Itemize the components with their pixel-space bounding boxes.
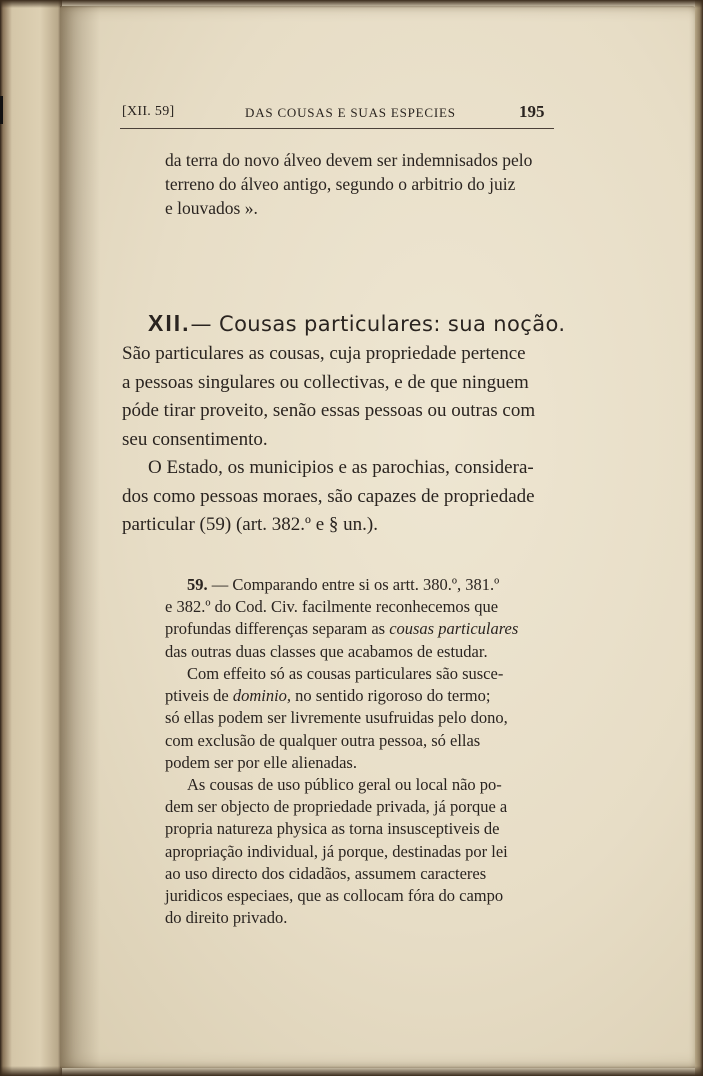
note-number: 59.: [187, 575, 208, 594]
text-line: e 382.º do Cod. Civ. facilmente reconhecemos que: [165, 597, 499, 617]
text-line: juridicos especiaes, que as collocam fóra do campo: [165, 886, 504, 906]
text-line: O Estado, os municipios e as parochias, considera-: [148, 457, 534, 478]
text-line: a pessoas singulares ou collectivas, e de que ninguem: [122, 371, 529, 393]
line-text: profundas differenças separam as: [165, 619, 390, 639]
section-number: XII.: [148, 310, 191, 336]
text-line: apropriação individual, já porque, destinadas por lei: [165, 841, 508, 861]
italic-term: dominio,: [232, 686, 292, 706]
text-line: [165, 685, 508, 707]
text-line: podem ser por elle alienadas.: [165, 752, 357, 772]
main-paragraph-2: [122, 454, 535, 540]
italic-term: cousas particulares: [389, 619, 519, 639]
text-line: terreno do álveo antigo, segundo o arbitrio do juiz: [165, 174, 516, 194]
note-paragraph-1: [165, 574, 518, 663]
scan-top-edge: [0, 0, 703, 8]
text-line: propria natureza physica as torna insusceptiveis de: [165, 819, 500, 839]
header-rule: [120, 128, 554, 129]
note-line-text: — Comparando entre si os artt. 380.º, 381.º: [207, 575, 500, 594]
section-heading: [148, 310, 565, 337]
page-fore-edge: [695, 0, 703, 1076]
carryover-quote: [165, 148, 532, 220]
text-line: póde tirar proveito, senão essas pessoas ou outras com: [122, 400, 536, 421]
note-paragraph-2: [165, 663, 508, 774]
text-line: São particulares as cousas, cuja propriedade pertence: [122, 343, 526, 364]
text-line: dos como pessoas moraes, são capazes de propriedade: [122, 485, 535, 507]
edge-mark: [0, 96, 3, 124]
line-text: ptiveis de: [165, 686, 233, 706]
text-line: e louvados ».: [165, 198, 258, 218]
text-line: com exclusão de qualquer outra pessoa, só ellas: [165, 730, 481, 750]
text-line: particular (59) (art. 382.º e § un.).: [122, 514, 378, 535]
text-line: do direito privado.: [165, 908, 288, 928]
text-line: ao uso directo dos cidadãos, assumem caracteres: [165, 863, 487, 883]
facing-page-edge: [0, 0, 62, 1076]
page-number: 195: [519, 102, 545, 121]
note-first-line: [165, 574, 518, 596]
line-text: no sentido rigoroso do termo;: [291, 686, 491, 706]
text-line: Com effeito só as cousas particulares são susce-: [187, 664, 504, 683]
text-line: [165, 618, 518, 640]
header-chapter-title: DAS COUSAS E SUAS ESPECIES: [245, 105, 456, 120]
text-line: da terra do novo álveo devem ser indemnisados pelo: [165, 150, 533, 170]
main-paragraph-1: [122, 340, 535, 454]
text-line: dem ser objecto de propriedade privada, já porque a: [165, 797, 508, 817]
section-dash: —: [190, 312, 212, 336]
text-line: seu consentimento.: [122, 428, 268, 450]
section-title: Cousas particulares: sua noção.: [219, 312, 566, 336]
text-line: só ellas podem ser livremente usufruidas pelo dono,: [165, 708, 508, 728]
scan-bottom-edge: [0, 1066, 703, 1076]
text-line: das outras duas classes que acabamos de estudar.: [165, 641, 488, 661]
text-line: As cousas de uso público geral ou local não po-: [187, 775, 502, 794]
note-paragraph-3: [165, 774, 508, 929]
header-section-ref: [XII. 59]: [122, 104, 175, 119]
